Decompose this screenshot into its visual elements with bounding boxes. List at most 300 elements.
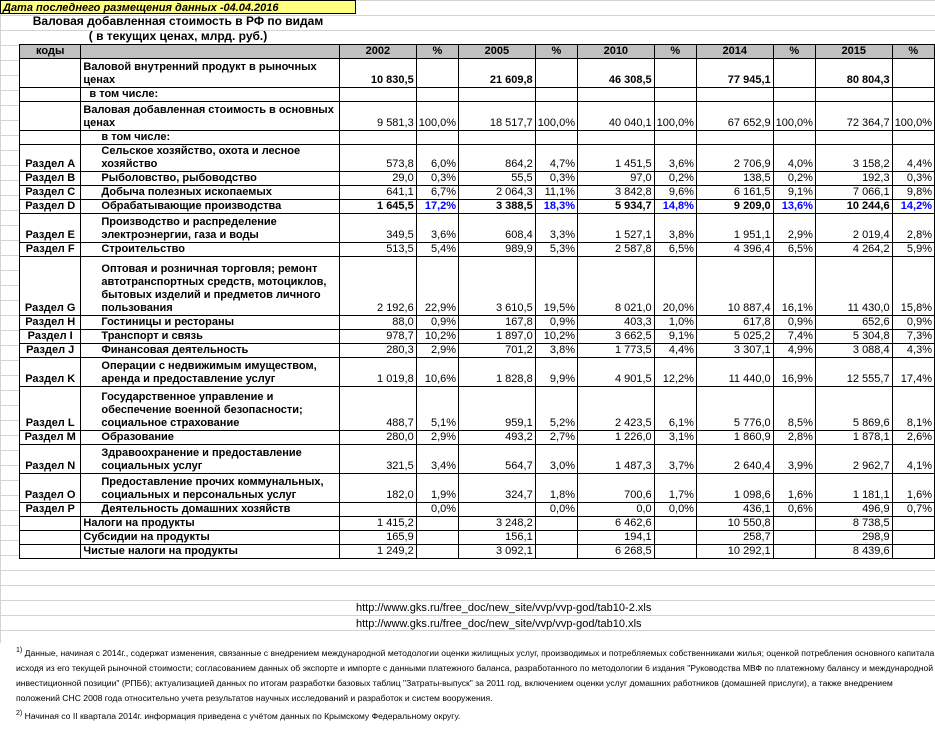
- value-cell: [459, 503, 536, 517]
- section-code-cell: Раздел D: [20, 200, 81, 214]
- percent-cell: [654, 131, 696, 145]
- percent-cell: 100,0%: [773, 102, 815, 131]
- percent-cell: 17,4%: [892, 358, 934, 387]
- percent-cell: [773, 545, 815, 559]
- value-cell: 608,4: [459, 214, 536, 243]
- percent-cell: 19,5%: [535, 257, 577, 316]
- table-row: [20, 358, 935, 387]
- percent-cell: 6,5%: [654, 243, 696, 257]
- value-cell: 5 304,8: [815, 330, 892, 344]
- table-row: [20, 257, 935, 316]
- percent-cell: [773, 131, 815, 145]
- value-cell: 2 423,5: [578, 387, 655, 431]
- percent-cell: [654, 59, 696, 88]
- percent-cell: [892, 531, 934, 545]
- header-cell: %: [535, 45, 577, 59]
- percent-cell: [773, 59, 815, 88]
- percent-cell: 4,0%: [773, 145, 815, 172]
- indicator-name-cell: Строительство: [81, 243, 340, 257]
- percent-cell: 17,2%: [416, 200, 458, 214]
- value-cell: 2 064,3: [459, 186, 536, 200]
- percent-cell: 1,0%: [654, 316, 696, 330]
- percent-cell: 14,2%: [892, 200, 934, 214]
- footnote-mark: 1): [16, 647, 23, 654]
- percent-cell: [773, 531, 815, 545]
- value-cell: 8 738,5: [815, 517, 892, 531]
- percent-cell: 16,9%: [773, 358, 815, 387]
- percent-cell: 0,7%: [892, 503, 934, 517]
- percent-cell: 6,7%: [416, 186, 458, 200]
- value-cell: 1 249,2: [340, 545, 417, 559]
- percent-cell: 100,0%: [535, 102, 577, 131]
- value-cell: 182,0: [340, 474, 417, 503]
- percent-cell: [654, 88, 696, 102]
- value-cell: 321,5: [340, 445, 417, 474]
- value-cell: 1 645,5: [340, 200, 417, 214]
- percent-cell: 7,4%: [773, 330, 815, 344]
- value-cell: 3 388,5: [459, 200, 536, 214]
- value-cell: [696, 88, 773, 102]
- percent-cell: 3,7%: [654, 445, 696, 474]
- percent-cell: 100,0%: [654, 102, 696, 131]
- percent-cell: 2,9%: [416, 431, 458, 445]
- value-cell: 493,2: [459, 431, 536, 445]
- value-cell: 280,0: [340, 431, 417, 445]
- value-cell: 617,8: [696, 316, 773, 330]
- value-cell: 3 158,2: [815, 145, 892, 172]
- section-code-cell: [20, 531, 81, 545]
- percent-cell: 4,4%: [892, 145, 934, 172]
- percent-cell: 3,0%: [535, 445, 577, 474]
- table-row: [20, 531, 935, 545]
- percent-cell: 1,9%: [416, 474, 458, 503]
- value-cell: 10 830,5: [340, 59, 417, 88]
- percent-cell: 0,9%: [416, 316, 458, 330]
- percent-cell: 5,4%: [416, 243, 458, 257]
- value-cell: 77 945,1: [696, 59, 773, 88]
- value-cell: 2 962,7: [815, 445, 892, 474]
- percent-cell: 100,0%: [416, 102, 458, 131]
- value-cell: 5 025,2: [696, 330, 773, 344]
- percent-cell: [654, 517, 696, 531]
- value-cell: 80 804,3: [815, 59, 892, 88]
- percent-cell: 1,6%: [892, 474, 934, 503]
- page-title: Валовая добавленная стоимость в РФ по видам: [32, 14, 324, 28]
- indicator-name-cell: Деятельность домашних хозяйств: [81, 503, 340, 517]
- percent-cell: [892, 88, 934, 102]
- value-cell: [815, 88, 892, 102]
- percent-cell: 0,0%: [535, 503, 577, 517]
- percent-cell: 4,7%: [535, 145, 577, 172]
- percent-cell: 4,3%: [892, 344, 934, 358]
- indicator-name-cell: Финансовая деятельность: [81, 344, 340, 358]
- indicator-name-cell: Производство и распределение электроэнергии, газа и воды: [81, 214, 340, 243]
- percent-cell: 10,2%: [416, 330, 458, 344]
- value-cell: 18 517,7: [459, 102, 536, 131]
- percent-cell: [892, 59, 934, 88]
- value-cell: 11 430,0: [815, 257, 892, 316]
- value-cell: 6 268,5: [578, 545, 655, 559]
- header-cell: коды: [20, 45, 81, 59]
- value-cell: 3 088,4: [815, 344, 892, 358]
- value-cell: 21 609,8: [459, 59, 536, 88]
- percent-cell: 0,9%: [892, 316, 934, 330]
- value-cell: 513,5: [340, 243, 417, 257]
- percent-cell: [416, 59, 458, 88]
- value-cell: 55,5: [459, 172, 536, 186]
- value-cell: 1 897,0: [459, 330, 536, 344]
- section-code-cell: Раздел L: [20, 387, 81, 431]
- percent-cell: 9,1%: [654, 330, 696, 344]
- percent-cell: 11,1%: [535, 186, 577, 200]
- value-cell: 488,7: [340, 387, 417, 431]
- value-cell: 1 451,5: [578, 145, 655, 172]
- percent-cell: 18,3%: [535, 200, 577, 214]
- value-cell: 40 040,1: [578, 102, 655, 131]
- table-row: [20, 316, 935, 330]
- percent-cell: [416, 88, 458, 102]
- value-cell: 864,2: [459, 145, 536, 172]
- table-row: [20, 102, 935, 131]
- value-cell: 280,3: [340, 344, 417, 358]
- header-cell: 2005: [459, 45, 536, 59]
- value-cell: 10 244,6: [815, 200, 892, 214]
- percent-cell: [535, 59, 577, 88]
- percent-cell: 3,3%: [535, 214, 577, 243]
- value-cell: 652,6: [815, 316, 892, 330]
- indicator-name-cell: Субсидии на продукты: [81, 531, 340, 545]
- value-cell: 258,7: [696, 531, 773, 545]
- table-row: [20, 172, 935, 186]
- footnote-mark: 2): [16, 709, 23, 717]
- last-update-banner: Дата последнего размещения данных -04.04.2016: [0, 0, 356, 14]
- gva-table: [19, 44, 935, 559]
- value-cell: 1 415,2: [340, 517, 417, 531]
- table-row: [20, 214, 935, 243]
- percent-cell: 5,2%: [535, 387, 577, 431]
- value-cell: 1 773,5: [578, 344, 655, 358]
- value-cell: 4 396,4: [696, 243, 773, 257]
- section-code-cell: [20, 102, 81, 131]
- indicator-name-cell: Предоставление прочих коммунальных, социальных и персональных услуг: [81, 474, 340, 503]
- section-code-cell: Раздел H: [20, 316, 81, 330]
- percent-cell: 7,3%: [892, 330, 934, 344]
- percent-cell: [892, 545, 934, 559]
- table-row: [20, 517, 935, 531]
- value-cell: 3 610,5: [459, 257, 536, 316]
- percent-cell: 0,6%: [773, 503, 815, 517]
- indicator-name-cell: Гостиницы и рестораны: [81, 316, 340, 330]
- section-code-cell: Раздел J: [20, 344, 81, 358]
- percent-cell: 5,1%: [416, 387, 458, 431]
- value-cell: 436,1: [696, 503, 773, 517]
- section-code-cell: Раздел P: [20, 503, 81, 517]
- header-cell: %: [773, 45, 815, 59]
- value-cell: 9 581,3: [340, 102, 417, 131]
- header-cell: 2015: [815, 45, 892, 59]
- value-cell: 11 440,0: [696, 358, 773, 387]
- table-row: [20, 445, 935, 474]
- value-cell: [578, 88, 655, 102]
- value-cell: 167,8: [459, 316, 536, 330]
- value-cell: 8 021,0: [578, 257, 655, 316]
- value-cell: 72 364,7: [815, 102, 892, 131]
- percent-cell: 1,8%: [535, 474, 577, 503]
- percent-cell: 9,9%: [535, 358, 577, 387]
- value-cell: 192,3: [815, 172, 892, 186]
- percent-cell: [416, 545, 458, 559]
- value-cell: 156,1: [459, 531, 536, 545]
- value-cell: 10 550,8: [696, 517, 773, 531]
- section-code-cell: Раздел I: [20, 330, 81, 344]
- table-row: [20, 186, 935, 200]
- percent-cell: 10,6%: [416, 358, 458, 387]
- header-cell: %: [416, 45, 458, 59]
- percent-cell: 0,3%: [535, 172, 577, 186]
- value-cell: [578, 131, 655, 145]
- value-cell: 2 706,9: [696, 145, 773, 172]
- value-cell: 3 662,5: [578, 330, 655, 344]
- percent-cell: 0,3%: [416, 172, 458, 186]
- percent-cell: 0,2%: [654, 172, 696, 186]
- section-code-cell: Раздел N: [20, 445, 81, 474]
- percent-cell: [773, 517, 815, 531]
- percent-cell: 9,1%: [773, 186, 815, 200]
- percent-cell: [416, 131, 458, 145]
- percent-cell: 0,0%: [654, 503, 696, 517]
- page-subtitle: ( в текущих ценах, млрд. руб.): [88, 29, 268, 43]
- value-cell: 2 640,4: [696, 445, 773, 474]
- percent-cell: 0,2%: [773, 172, 815, 186]
- percent-cell: 14,8%: [654, 200, 696, 214]
- indicator-name-cell: Сельское хозяйство, охота и лесное хозяйство: [81, 145, 340, 172]
- percent-cell: [416, 517, 458, 531]
- section-code-cell: [20, 545, 81, 559]
- value-cell: 641,1: [340, 186, 417, 200]
- indicator-name-cell: Операции с недвижимым имуществом, аренда и предоставление услуг: [81, 358, 340, 387]
- table-row: [20, 59, 935, 88]
- value-cell: 10 292,1: [696, 545, 773, 559]
- percent-cell: 1,6%: [773, 474, 815, 503]
- value-cell: 8 439,6: [815, 545, 892, 559]
- indicator-name-cell: Валовая добавленная стоимость в основных ценах: [81, 102, 340, 131]
- percent-cell: 3,9%: [773, 445, 815, 474]
- header-cell: 2010: [578, 45, 655, 59]
- indicator-name-cell: Добыча полезных ископаемых: [81, 186, 340, 200]
- section-code-cell: Раздел O: [20, 474, 81, 503]
- percent-cell: [535, 88, 577, 102]
- section-code-cell: Раздел C: [20, 186, 81, 200]
- footnote-line: [16, 691, 935, 706]
- table-row: [20, 243, 935, 257]
- header-cell: [81, 45, 340, 59]
- value-cell: 403,3: [578, 316, 655, 330]
- section-code-cell: [20, 88, 81, 102]
- source-link-1[interactable]: http://www.gks.ru/free_doc/new_site/vvp/vvp-god/tab10-2.xls: [356, 602, 652, 614]
- value-cell: 959,1: [459, 387, 536, 431]
- section-code-cell: Раздел E: [20, 214, 81, 243]
- value-cell: 12 555,7: [815, 358, 892, 387]
- percent-cell: 100,0%: [892, 102, 934, 131]
- table-row: [20, 545, 935, 559]
- table-header-row: [20, 45, 935, 59]
- value-cell: 5 869,6: [815, 387, 892, 431]
- percent-cell: 4,4%: [654, 344, 696, 358]
- indicator-name-cell: Рыболовство, рыбоводство: [81, 172, 340, 186]
- percent-cell: 4,1%: [892, 445, 934, 474]
- value-cell: 1 019,8: [340, 358, 417, 387]
- section-code-cell: [20, 59, 81, 88]
- value-cell: 3 092,1: [459, 545, 536, 559]
- percent-cell: 4,9%: [773, 344, 815, 358]
- value-cell: 2 587,8: [578, 243, 655, 257]
- percent-cell: 1,7%: [654, 474, 696, 503]
- table-row: [20, 330, 935, 344]
- percent-cell: 6,1%: [654, 387, 696, 431]
- value-cell: 5 776,0: [696, 387, 773, 431]
- value-cell: 496,9: [815, 503, 892, 517]
- value-cell: [459, 131, 536, 145]
- percent-cell: 6,0%: [416, 145, 458, 172]
- percent-cell: 0,3%: [892, 172, 934, 186]
- value-cell: 10 887,4: [696, 257, 773, 316]
- table-row: [20, 387, 935, 431]
- section-code-cell: Раздел A: [20, 145, 81, 172]
- percent-cell: 5,9%: [892, 243, 934, 257]
- section-code-cell: Раздел K: [20, 358, 81, 387]
- value-cell: 298,9: [815, 531, 892, 545]
- percent-cell: [535, 517, 577, 531]
- header-cell: 2002: [340, 45, 417, 59]
- value-cell: 4 901,5: [578, 358, 655, 387]
- footnotes: [0, 643, 935, 729]
- percent-cell: 2,7%: [535, 431, 577, 445]
- value-cell: 5 934,7: [578, 200, 655, 214]
- value-cell: 165,9: [340, 531, 417, 545]
- value-cell: 9 209,0: [696, 200, 773, 214]
- value-cell: 700,6: [578, 474, 655, 503]
- section-code-cell: [20, 131, 81, 145]
- section-code-cell: Раздел F: [20, 243, 81, 257]
- value-cell: 1 487,3: [578, 445, 655, 474]
- indicator-name-cell: Образование: [81, 431, 340, 445]
- value-cell: 0,0: [578, 503, 655, 517]
- footnote-text: Начиная со II квартала 2014г. информация приведена с учётом данных по Крымскому Федеральному округу.: [24, 710, 461, 721]
- percent-cell: 9,6%: [654, 186, 696, 200]
- percent-cell: 22,9%: [416, 257, 458, 316]
- percent-cell: 12,2%: [654, 358, 696, 387]
- section-code-cell: Раздел M: [20, 431, 81, 445]
- section-code-cell: Раздел B: [20, 172, 81, 186]
- value-cell: 97,0: [578, 172, 655, 186]
- value-cell: 3 307,1: [696, 344, 773, 358]
- table-row: [20, 344, 935, 358]
- header-cell: %: [892, 45, 934, 59]
- table-row: [20, 200, 935, 214]
- indicator-name-cell: в том числе:: [81, 88, 340, 102]
- value-cell: 1 527,1: [578, 214, 655, 243]
- percent-cell: [535, 131, 577, 145]
- section-code-cell: [20, 517, 81, 531]
- section-code-cell: Раздел G: [20, 257, 81, 316]
- value-cell: 324,7: [459, 474, 536, 503]
- percent-cell: [892, 517, 934, 531]
- table-row: [20, 431, 935, 445]
- percent-cell: [535, 545, 577, 559]
- indicator-name-cell: в том числе:: [81, 131, 340, 145]
- footnote-line: [16, 676, 935, 691]
- percent-cell: 8,5%: [773, 387, 815, 431]
- percent-cell: 0,9%: [535, 316, 577, 330]
- percent-cell: [654, 531, 696, 545]
- header-cell: 2014: [696, 45, 773, 59]
- value-cell: 1 951,1: [696, 214, 773, 243]
- value-cell: [815, 131, 892, 145]
- percent-cell: 0,9%: [773, 316, 815, 330]
- percent-cell: 16,1%: [773, 257, 815, 316]
- value-cell: [340, 88, 417, 102]
- indicator-name-cell: Обрабатывающие производства: [81, 200, 340, 214]
- percent-cell: 10,2%: [535, 330, 577, 344]
- source-link-2[interactable]: http://www.gks.ru/free_doc/new_site/vvp/vvp-god/tab10.xls: [356, 618, 642, 630]
- percent-cell: 2,8%: [773, 431, 815, 445]
- footnote-text: Данные, начиная с 2014г., содержат изменения, связанные с внедрением международной методологии оценки жилищных услуг, производимых и потребляемых собственниками жилья; оценкой потребления основного капитала: [24, 647, 935, 658]
- value-cell: 6 462,6: [578, 517, 655, 531]
- value-cell: [340, 131, 417, 145]
- percent-cell: 9,8%: [892, 186, 934, 200]
- value-cell: 349,5: [340, 214, 417, 243]
- percent-cell: 2,6%: [892, 431, 934, 445]
- percent-cell: 3,6%: [654, 145, 696, 172]
- value-cell: 1 828,8: [459, 358, 536, 387]
- value-cell: 194,1: [578, 531, 655, 545]
- value-cell: 701,2: [459, 344, 536, 358]
- indicator-name-cell: Валовой внутренний продукт в рыночных ценах: [81, 59, 340, 88]
- percent-cell: 3,4%: [416, 445, 458, 474]
- footnote-text: инвестиционной позиции" (РПБ6); актуализацией данных по итогам разработки базовых таблиц "Затраты-выпуск" за 2011 год, включением оценки услуг домашних работников (домашней прислуги), а также внедрением: [16, 677, 893, 688]
- value-cell: 1 181,1: [815, 474, 892, 503]
- value-cell: 138,5: [696, 172, 773, 186]
- percent-cell: 13,6%: [773, 200, 815, 214]
- value-cell: 2 019,4: [815, 214, 892, 243]
- percent-cell: [416, 531, 458, 545]
- value-cell: 7 066,1: [815, 186, 892, 200]
- table-row: [20, 503, 935, 517]
- indicator-name-cell: Оптовая и розничная торговля; ремонт автотранспортных средств, мотоциклов, бытовых изделий и предметов личного пользования: [81, 257, 340, 316]
- value-cell: 88,0: [340, 316, 417, 330]
- footnote-line: [16, 661, 935, 676]
- percent-cell: [892, 131, 934, 145]
- percent-cell: 3,8%: [535, 344, 577, 358]
- indicator-name-cell: Чистые налоги на продукты: [81, 545, 340, 559]
- percent-cell: [654, 545, 696, 559]
- percent-cell: 3,1%: [654, 431, 696, 445]
- percent-cell: 2,9%: [416, 344, 458, 358]
- table-row: [20, 474, 935, 503]
- value-cell: 46 308,5: [578, 59, 655, 88]
- table-row: [20, 145, 935, 172]
- table-row: [20, 88, 935, 102]
- value-cell: 1 878,1: [815, 431, 892, 445]
- header-cell: %: [654, 45, 696, 59]
- percent-cell: 6,5%: [773, 243, 815, 257]
- value-cell: [696, 131, 773, 145]
- value-cell: 1 226,0: [578, 431, 655, 445]
- percent-cell: [535, 531, 577, 545]
- value-cell: 2 192,6: [340, 257, 417, 316]
- value-cell: [340, 503, 417, 517]
- value-cell: 564,7: [459, 445, 536, 474]
